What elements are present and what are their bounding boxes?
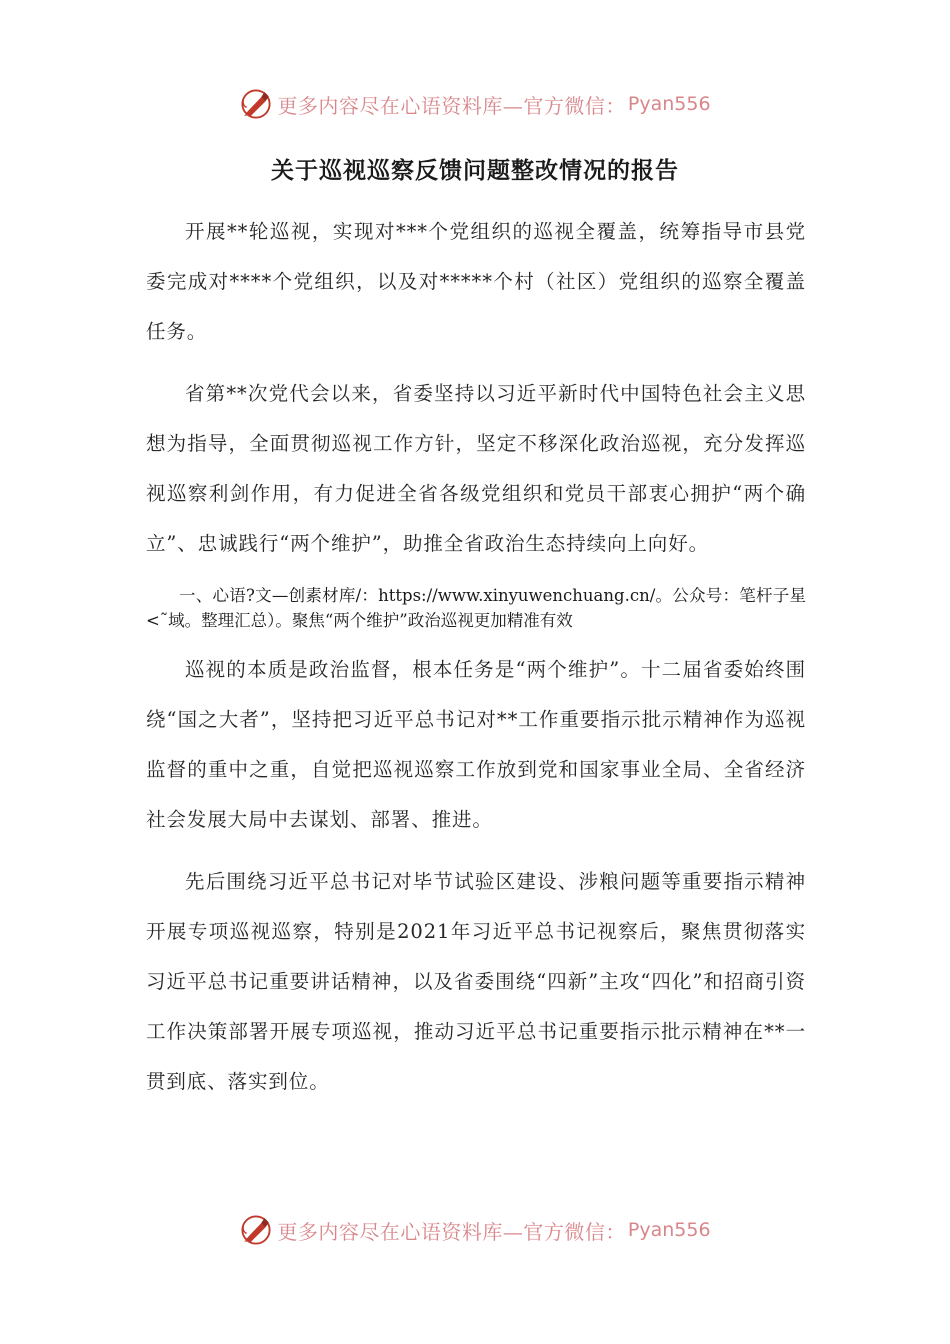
pen-nib-icon xyxy=(239,87,273,121)
document-title: 关于巡视巡察反馈问题整改情况的报告 xyxy=(271,157,679,184)
header-banner xyxy=(0,82,950,126)
paragraph: 开展**轮巡视，实现对***个党组织的巡视全覆盖，统筹指导市县党委完成对****个党组织，以及对*****个村（社区）党组织的巡察全覆盖任务。 xyxy=(146,220,806,343)
banner-contact: Pyan556 xyxy=(627,1219,711,1241)
banner-text: 更多内容尽在心语资料库—官方微信： xyxy=(277,93,626,118)
paragraph: 省第**次党代会以来，省委坚持以习近平新时代中国特色社会主义思想为指导，全面贯彻巡视工作方针，坚定不移深化政治巡视，充分发挥巡视巡察利剑作用，有力促进全省各级党组织和党员干部衷心拥护“两个确立”、忠诚践行“两个维护”，助推全省政治生态持续向上向好。 xyxy=(146,382,806,555)
banner-text: 更多内容尽在心语资料库—官方微信： xyxy=(277,1219,626,1244)
section-heading: 一、心语?文—创素材库/：https://www.xinyuwenchuang.cn/。公众号：笔杆子星<˜域。整理汇总）。聚焦“两个维护”政治巡视更加精准有效 xyxy=(146,586,806,630)
banner-contact: Pyan556 xyxy=(627,93,711,115)
pen-nib-icon xyxy=(239,1213,273,1247)
footer-banner xyxy=(0,1208,950,1252)
paragraph: 先后围绕习近平总书记对毕节试验区建设、涉粮问题等重要指示精神开展专项巡视巡察，特别是2021年习近平总书记视察后，聚焦贯彻落实习近平总书记重要讲话精神，以及省委围绕“四新”主攻“四化”和招商引资工作决策部署开展专项巡视，推动习近平总书记重要指示批示精神在**一贯到底、落实到位。 xyxy=(146,870,806,1093)
document-body xyxy=(146,207,806,1107)
paragraph: 巡视的本质是政治监督，根本任务是“两个维护”。十二届省委始终围绕“国之大者”，坚持把习近平总书记对**工作重要指示批示精神作为巡视监督的重中之重，自觉把巡视巡察工作放到党和国家事业全局、全省经济社会发展大局中去谋划、部署、推进。 xyxy=(146,658,806,831)
